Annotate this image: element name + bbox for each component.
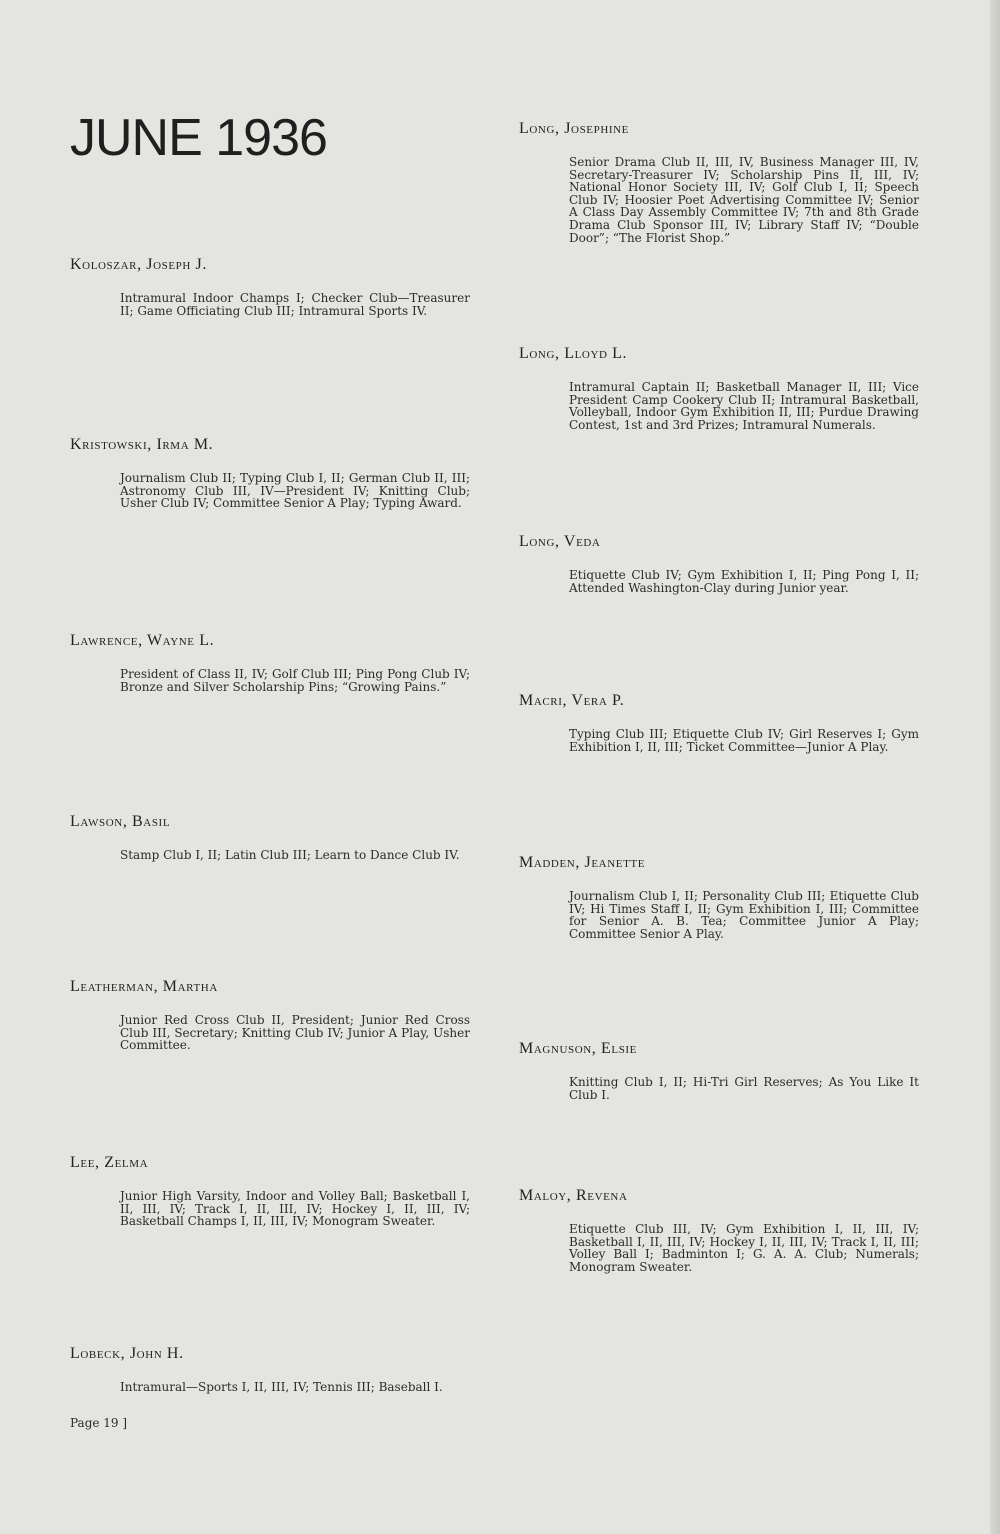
senior-entry (70, 256, 470, 318)
senior-entry (70, 1154, 470, 1229)
student-activities: Intramural Captain II; Basketball Manager II, III; Vice President Camp Cookery Club II; Intramural Basketball, Volleyball, Indoor Gym Exhibition II, III; Purdue Drawing Contest, 1st and 3rd Prizes; Intramural Numerals. (569, 380, 919, 432)
student-activities: Intramural Indoor Champs I; Checker Club—Treasurer II; Game Officiating Club III; Intramural Sports IV. (120, 291, 470, 318)
senior-entry (519, 345, 919, 432)
senior-entry (519, 854, 919, 941)
student-name: Koloszar, Joseph J. (70, 256, 207, 273)
student-activities: Senior Drama Club II, III, IV, Business Manager III, IV, Secretary-Treasurer IV; Scholarship Pins II, III, IV; National Honor Society III, IV; Golf Club I, II; Speech Club IV; Hoosier Poet Advertising Committee IV; Senior A Class Day Assembly Committee IV; 7th and 8th Grade Drama Club Sponsor III, IV; Library Staff IV; “Double Door”; “The Florist Shop.” (569, 155, 919, 245)
student-name: Lawson, Basil (70, 813, 171, 830)
student-name: Leatherman, Martha (70, 978, 218, 995)
senior-entry (519, 1040, 919, 1102)
student-name: Long, Veda (519, 533, 601, 550)
student-activities: Etiquette Club III, IV; Gym Exhibition I, II, III, IV; Basketball I, II, III, IV; Hockey I, II, III, IV; Track I, II, III; Volley Ball I; Badminton I; G. A. A. Club; Numerals; Monogram Sweater. (569, 1222, 919, 1274)
senior-entry (70, 813, 460, 862)
student-name: Maloy, Revena (519, 1187, 628, 1204)
senior-entry (70, 436, 470, 511)
student-activities: President of Class II, IV; Golf Club III; Ping Pong Club IV; Bronze and Silver Scholarship Pins; “Growing Pains.” (120, 667, 470, 694)
page-number: Page 19 ] (70, 1416, 128, 1430)
student-name: Kristowski, Irma M. (70, 436, 214, 453)
student-name: Long, Lloyd L. (519, 345, 628, 362)
student-name: Lobeck, John H. (70, 1345, 184, 1362)
student-activities: Junior High Varsity, Indoor and Volley Ball; Basketball I, II, III, IV; Track I, II, III, IV; Hockey I, II, III, IV; Basketball Champs I, II, III, IV; Monogram Sweater. (120, 1189, 470, 1229)
student-activities: Journalism Club I, II; Personality Club III; Etiquette Club IV; Hi Times Staff I, II; Gym Exhibition I, III; Committee for Senior A. B. Tea; Committee Junior A Play; Committee Senior A Play. (569, 889, 919, 941)
senior-entry (70, 1345, 443, 1394)
student-name: Long, Josephine (519, 120, 629, 137)
student-activities: Intramural—Sports I, II, III, IV; Tennis III; Baseball I. (120, 1380, 443, 1394)
page-edge (990, 0, 1000, 1534)
student-activities: Stamp Club I, II; Latin Club III; Learn to Dance Club IV. (120, 848, 460, 862)
student-name: Lee, Zelma (70, 1154, 149, 1171)
student-activities: Journalism Club II; Typing Club I, II; German Club II, III; Astronomy Club III, IV—President IV; Knitting Club; Usher Club IV; Committee Senior A Play; Typing Award. (120, 471, 470, 511)
senior-entry (519, 1187, 919, 1274)
senior-entry (519, 533, 919, 595)
senior-entry (70, 632, 470, 694)
student-activities: Etiquette Club IV; Gym Exhibition I, II; Ping Pong I, II; Attended Washington-Clay during Junior year. (569, 568, 919, 595)
senior-entry (70, 978, 470, 1053)
page-title: JUNE 1936 (70, 109, 327, 167)
senior-entry (519, 120, 919, 245)
student-name: Lawrence, Wayne L. (70, 632, 215, 649)
student-name: Magnuson, Elsie (519, 1040, 637, 1057)
senior-entry (519, 692, 919, 754)
student-name: Macri, Vera P. (519, 692, 625, 709)
student-activities: Knitting Club I, II; Hi-Tri Girl Reserves; As You Like It Club I. (569, 1075, 919, 1102)
student-activities: Typing Club III; Etiquette Club IV; Girl Reserves I; Gym Exhibition I, II, III; Ticket Committee—Junior A Play. (569, 727, 919, 754)
student-activities: Junior Red Cross Club II, President; Junior Red Cross Club III, Secretary; Knitting Club IV; Junior A Play, Usher Committee. (120, 1013, 470, 1053)
student-name: Madden, Jeanette (519, 854, 646, 871)
